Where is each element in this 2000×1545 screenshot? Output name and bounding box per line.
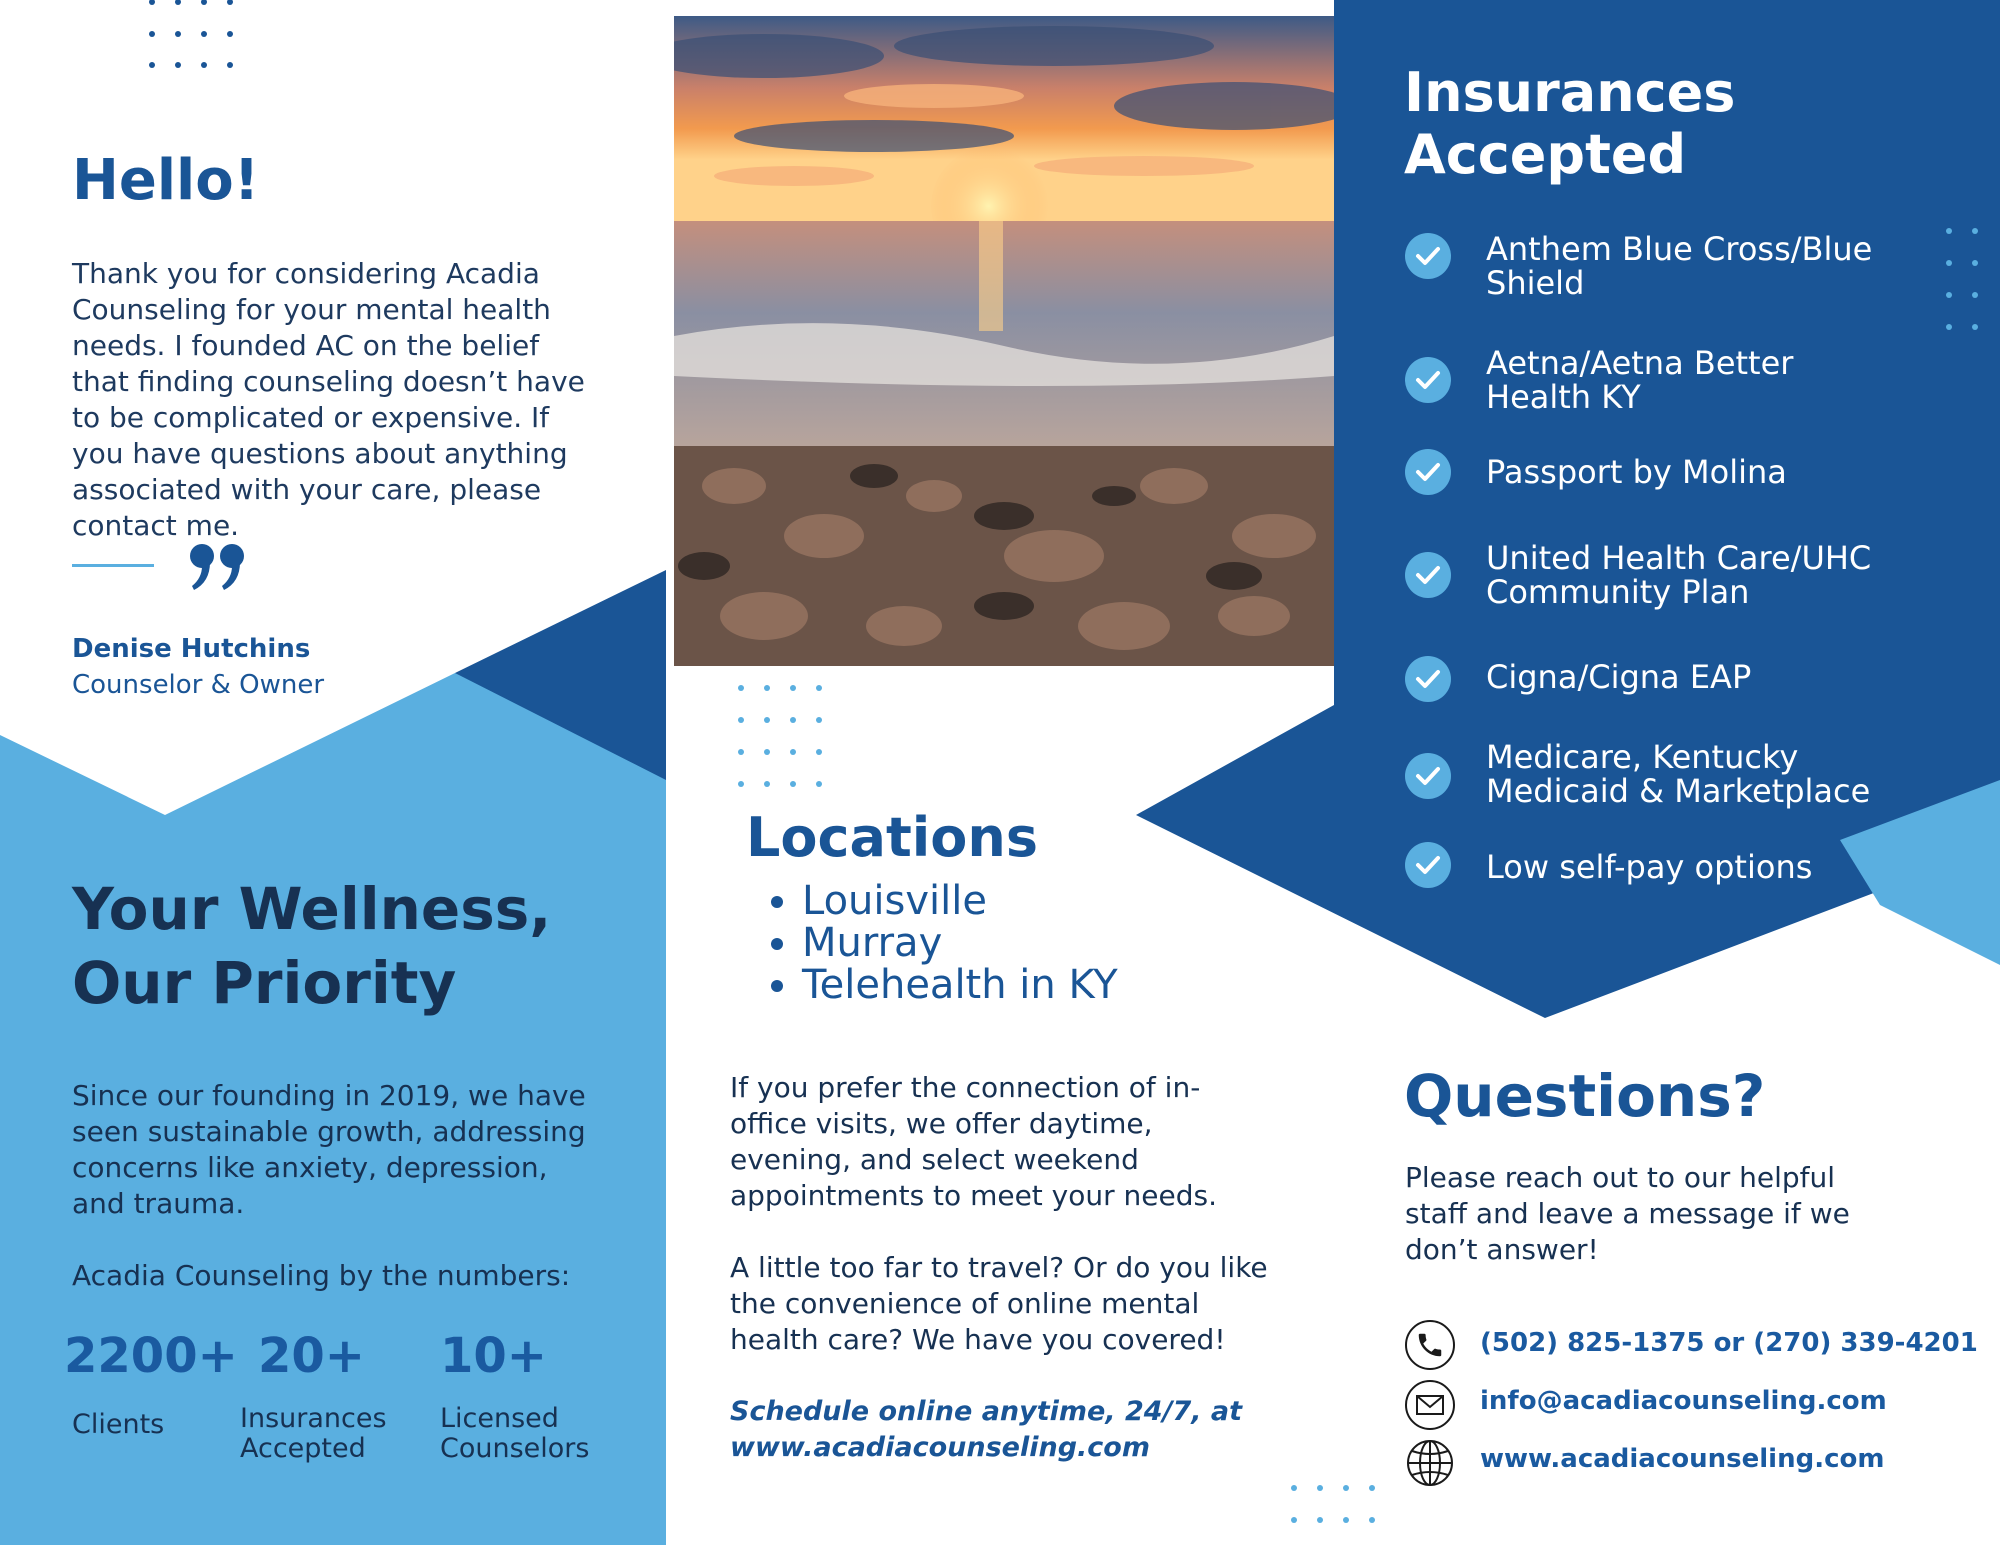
insurance-item: Low self-pay options	[1486, 848, 1813, 886]
hello-body: Thank you for considering Acadia Counseling for your mental health needs. I founded AC on the belief that finding counseling doesn’t have to be complicated or expensive. If you have questions about anything associated with your care, please contact me.	[72, 257, 585, 542]
author-name: Denise Hutchins	[72, 634, 311, 664]
schedule-website-link[interactable]: www.acadiacounseling.com	[730, 1432, 1150, 1463]
wellness-title	[72, 872, 551, 1020]
questions-title: Questions?	[1404, 1062, 1766, 1130]
check-icon	[1405, 842, 1451, 888]
stat-clients-label: Clients	[72, 1409, 165, 1440]
insurance-item: Cigna/Cigna EAP	[1486, 658, 1752, 696]
quote-divider	[72, 564, 154, 567]
globe-icon	[1405, 1438, 1455, 1488]
schedule-online	[730, 1394, 1242, 1466]
numbers-intro: Acadia Counseling by the numbers:	[72, 1259, 571, 1292]
wellness-body: Since our founding in 2019, we have seen sustainable growth, addressing concerns like anxiety, depression, and trauma.	[72, 1079, 586, 1220]
author-role: Counselor & Owner	[72, 670, 325, 700]
questions-body: Please reach out to our helpful staff and leave a message if we don’t answer!	[1405, 1161, 1850, 1266]
quote-icon	[188, 542, 248, 592]
dot-grid-right	[1945, 225, 1985, 339]
locations-para2: A little too far to travel? Or do you like the convenience of online mental health care? We have you covered!	[730, 1251, 1268, 1356]
website-link[interactable]: www.acadiacounseling.com	[1480, 1444, 1885, 1474]
hello-title: Hello!	[72, 148, 260, 213]
dot-grid-middle	[737, 684, 827, 798]
mail-icon	[1405, 1380, 1455, 1430]
dot-grid-bottom	[1290, 1482, 1380, 1531]
insurances-title-line2: Accepted	[1404, 123, 1687, 186]
wellness-title-line1: Your Wellness,	[72, 875, 552, 943]
check-icon	[1405, 552, 1451, 598]
beach-sunset-photo	[674, 16, 1334, 666]
locations-title: Locations	[746, 806, 1038, 869]
insurance-item: United Health Care/UHC Community Plan	[1486, 539, 1872, 611]
phone-icon	[1405, 1320, 1455, 1370]
location-item: • Murray	[802, 922, 1118, 964]
stat-insurances-label: Insurances Accepted	[240, 1403, 387, 1464]
check-icon	[1405, 753, 1451, 799]
dot-grid-top-left	[148, 0, 238, 74]
insurance-item: Anthem Blue Cross/Blue Shield	[1486, 230, 1873, 302]
insurance-item: Aetna/Aetna Better Health KY	[1486, 344, 1794, 416]
stat-counselors-label: Licensed Counselors	[440, 1403, 590, 1464]
check-icon	[1405, 233, 1451, 279]
locations-list	[756, 880, 1118, 1006]
schedule-line1: Schedule online anytime, 24/7, at	[730, 1396, 1243, 1427]
locations-para1: If you prefer the connection of in-office visits, we offer daytime, evening, and select weekend appointments to meet your needs.	[730, 1071, 1217, 1212]
stat-clients-value: 2200+	[64, 1328, 238, 1384]
stat-counselors-value: 10+	[440, 1328, 548, 1384]
phone-numbers[interactable]: (502) 825-1375 or (270) 339-4201	[1480, 1328, 1978, 1358]
insurances-title-line1: Insurances	[1404, 61, 1736, 124]
wellness-title-line2: Our Priority	[72, 949, 457, 1017]
check-icon	[1405, 357, 1451, 403]
insurances-title	[1404, 62, 1735, 186]
check-icon	[1405, 656, 1451, 702]
location-item: • Telehealth in KY	[802, 964, 1118, 1006]
check-icon	[1405, 449, 1451, 495]
stat-insurances-value: 20+	[258, 1328, 366, 1384]
insurance-item: Medicare, Kentucky Medicaid & Marketplace	[1486, 738, 1871, 810]
email-link[interactable]: info@acadiacounseling.com	[1480, 1386, 1887, 1416]
insurance-item: Passport by Molina	[1486, 453, 1787, 491]
location-item: • Louisville	[802, 880, 1118, 922]
